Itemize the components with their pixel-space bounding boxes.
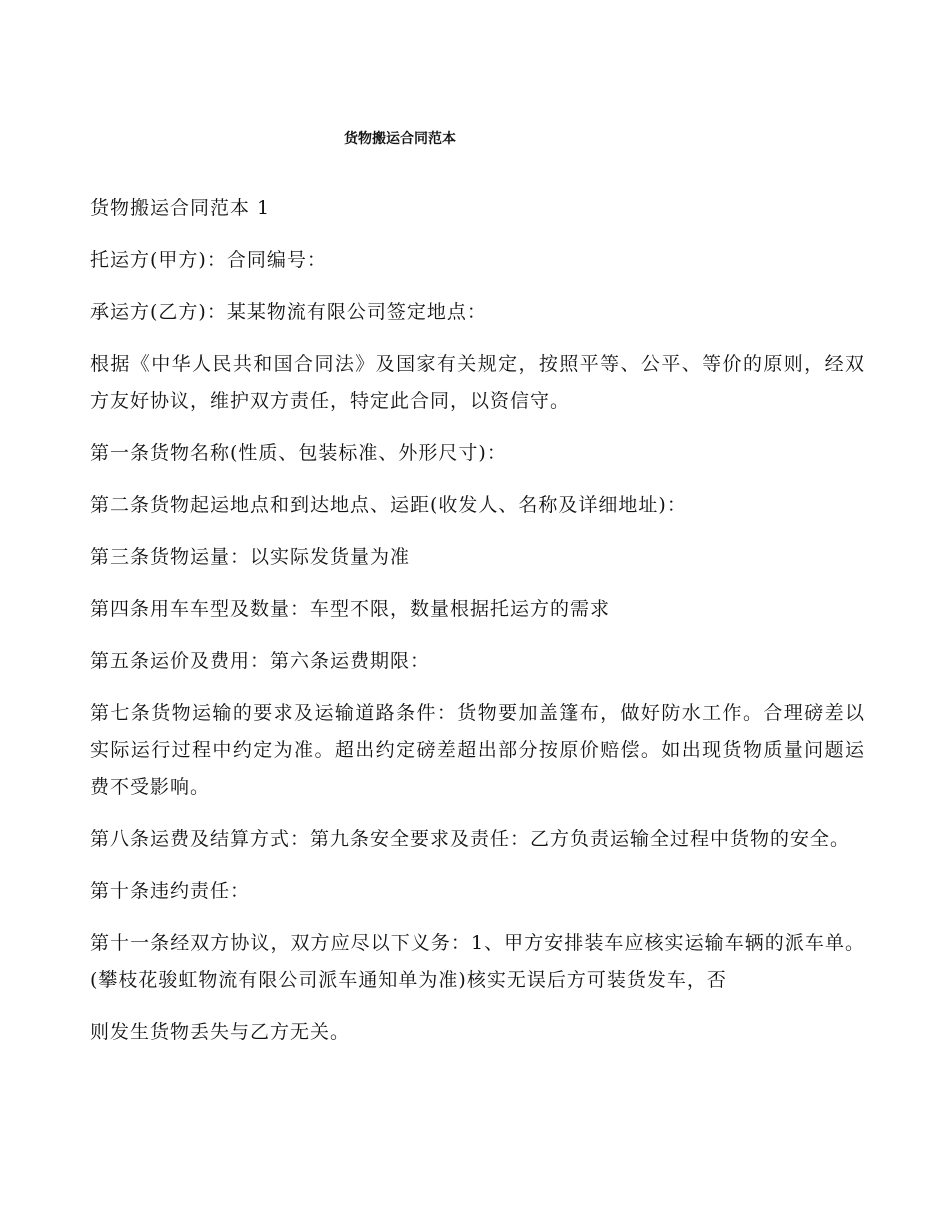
article-4: 第四条用车车型及数量：车型不限，数量根据托运方的需求	[90, 598, 611, 620]
article-1: 第一条货物名称(性质、包装标准、外形尺寸)：	[90, 442, 507, 464]
article-2: 第二条货物起运地点和到达地点、运距(收发人、名称及详细地址)：	[90, 494, 687, 516]
shipper-line: 托运方(甲方)：合同编号：	[90, 249, 327, 271]
contract-heading: 货物搬运合同范本 1	[90, 197, 271, 219]
preamble-paragraph: 根据《中华人民共和国合同法》及国家有关规定，按照平等、公平、等价的原则，经双方友好协议，维护双方责任，特定此合同，以资信守。	[90, 353, 865, 412]
page-title: 货物搬运合同范本	[344, 131, 456, 147]
article-11-continuation: 则发生货物丢失与乙方无关。	[90, 1021, 351, 1043]
article-3: 第三条货物运量：以实际发货量为准	[90, 546, 411, 568]
article-11: 第十一条经双方协议，双方应尽以下义务：1、甲方安排装车应核实运输车辆的派车单。(攀枝花骏虹物流有限公司派车通知单为准)核实无误后方可装货发车，否	[90, 932, 865, 991]
article-7: 第七条货物运输的要求及运输道路条件：货物要加盖篷布，做好防水工作。合理磅差以实际运行过程中约定为准。超出约定磅差超出部分按原价赔偿。如出现货物质量问题运费不受影响。	[90, 702, 865, 798]
article-10: 第十条违约责任：	[90, 880, 251, 902]
carrier-line: 承运方(乙方)：某某物流有限公司签定地点：	[90, 301, 487, 323]
article-5-6: 第五条运价及费用：第六条运费期限：	[90, 650, 431, 672]
article-8-9: 第八条运费及结算方式：第九条安全要求及责任：乙方负责运输全过程中货物的安全。	[90, 828, 851, 850]
document-body	[90, 190, 865, 1071]
